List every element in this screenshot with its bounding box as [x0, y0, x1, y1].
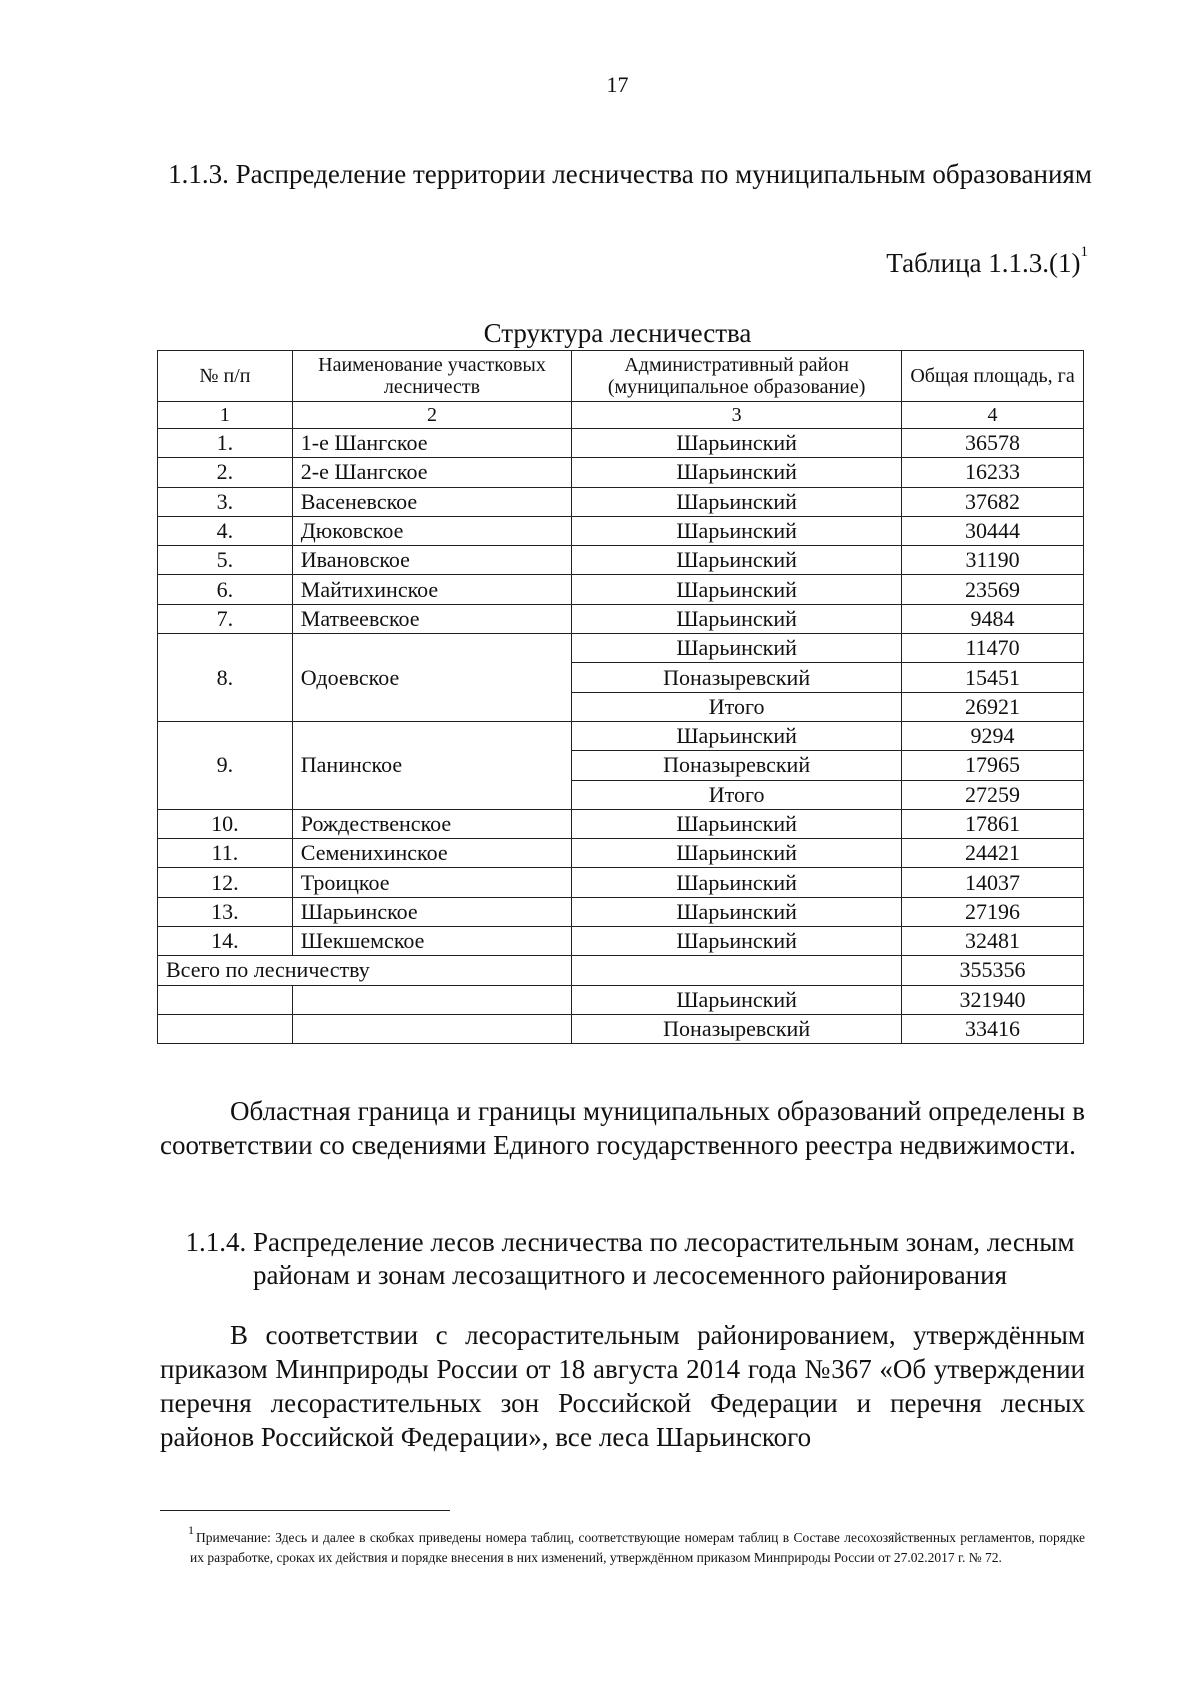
row-district: Поназыревский	[572, 663, 902, 692]
row-district: Итого	[572, 692, 902, 721]
header-area: Общая площадь, га	[902, 351, 1084, 402]
footnote	[188, 1523, 1085, 1568]
total-breakdown-row	[158, 985, 1084, 1014]
row-name: Васеневское	[292, 487, 571, 516]
row-area: 17965	[902, 751, 1084, 780]
row-district: Шарьинский	[572, 839, 902, 868]
row-area: 37682	[902, 487, 1084, 516]
section-heading-1-1-4: 1.1.4. Распределение лесов лесничества по лесорастительным зонам, лесным районам и зонам лесозащитного и лесосеменного районирования	[185, 1227, 1075, 1290]
empty-cell	[572, 956, 902, 985]
row-area: 24421	[902, 839, 1084, 868]
empty-cell	[158, 985, 293, 1014]
row-district: Шарьинский	[572, 604, 902, 633]
row-name: Панинское	[292, 721, 571, 809]
table-row	[158, 575, 1084, 604]
empty-cell	[158, 1014, 293, 1043]
row-district: Шарьинский	[572, 458, 902, 487]
table-row	[158, 897, 1084, 926]
row-name: Шарьинское	[292, 897, 571, 926]
row-area: 9294	[902, 721, 1084, 750]
table-row	[158, 721, 1084, 750]
table-title: Структура лесничества	[483, 318, 752, 348]
row-area: 36578	[902, 429, 1084, 458]
row-area: 23569	[902, 575, 1084, 604]
row-district: Шарьинский	[572, 634, 902, 663]
row-area: 27259	[902, 780, 1084, 809]
table-header-row	[158, 351, 1084, 402]
empty-cell	[292, 985, 571, 1014]
table-row	[158, 839, 1084, 868]
table-row	[158, 604, 1084, 633]
row-district: Шарьинский	[572, 429, 902, 458]
row-area: 27196	[902, 897, 1084, 926]
row-district: Итого	[572, 780, 902, 809]
row-number: 11.	[158, 839, 293, 868]
row-area: 33416	[902, 1014, 1084, 1043]
row-area: 31190	[902, 546, 1084, 575]
row-number: 9.	[158, 721, 293, 809]
body-paragraph-zoning: В соответствии с лесорастительным районированием, утверждённым приказом Минприроды России от 18 августа 2014 года №367 «Об утверждении перечня лесорастительных зон Российской Федерации и перечня лесных районов Российской Федерации», все леса Шарьинского	[160, 1320, 1085, 1452]
row-name: Одоевское	[292, 634, 571, 722]
table-row	[158, 487, 1084, 516]
row-name: Дюковское	[292, 516, 571, 545]
row-name: Ивановское	[292, 546, 571, 575]
table-row	[158, 868, 1084, 897]
footnote-text: Примечание: Здесь и далее в скобках приведены номера таблиц, соответствующие номерам таблиц в Составе лесохозяйственных регламентов, порядке их разработке, сроках их действия и порядке внесения в них изменений, утверждённом приказом Минприроды России от 27.02.2017 г. № 72.	[190, 1530, 1085, 1565]
header-number: № п/п	[158, 351, 293, 402]
row-number: 12.	[158, 868, 293, 897]
total-area: 355356	[902, 956, 1084, 985]
footnote-ref: 1	[1080, 244, 1088, 260]
table-label-text: Таблица 1.1.3.(1)	[886, 248, 1081, 278]
row-name: 2-е Шангское	[292, 458, 571, 487]
column-number: 4	[902, 402, 1084, 429]
row-name: Рождественское	[292, 809, 571, 838]
empty-cell	[292, 1014, 571, 1043]
row-area: 17861	[902, 809, 1084, 838]
total-label: Всего по лесничеству	[158, 956, 572, 985]
row-name: Семенихинское	[292, 839, 571, 868]
row-number: 13.	[158, 897, 293, 926]
table-row	[158, 546, 1084, 575]
row-district: Шарьинский	[572, 721, 902, 750]
row-district: Шарьинский	[572, 985, 902, 1014]
column-number-row	[158, 402, 1084, 429]
page-number: 17	[606, 72, 629, 97]
row-district: Шарьинский	[572, 546, 902, 575]
row-number: 6.	[158, 575, 293, 604]
table-row	[158, 927, 1084, 956]
column-number: 2	[292, 402, 571, 429]
footnote-divider	[160, 1510, 450, 1511]
row-name: 1-е Шангское	[292, 429, 571, 458]
row-district: Шарьинский	[572, 897, 902, 926]
table-row	[158, 634, 1084, 663]
row-district: Шарьинский	[572, 516, 902, 545]
body-paragraph-borders: Областная граница и границы муниципальных образований определены в соответствии со сведениями Единого государственного реестра недвижимости.	[160, 1096, 1085, 1160]
footnote-marker: 1	[188, 1523, 194, 1537]
table-row	[158, 458, 1084, 487]
row-area: 15451	[902, 663, 1084, 692]
row-district: Поназыревский	[572, 1014, 902, 1043]
column-number: 1	[158, 402, 293, 429]
row-name: Троицкое	[292, 868, 571, 897]
row-number: 14.	[158, 927, 293, 956]
header-district: Административный район (муниципальное образование)	[572, 351, 902, 402]
header-name: Наименование участковых лесничеств	[292, 351, 571, 402]
row-district: Шарьинский	[572, 868, 902, 897]
row-area: 26921	[902, 692, 1084, 721]
table-label	[886, 244, 1088, 279]
total-row	[158, 956, 1084, 985]
table-row	[158, 809, 1084, 838]
forestry-structure-table	[157, 350, 1084, 1044]
row-number: 7.	[158, 604, 293, 633]
row-district: Шарьинский	[572, 809, 902, 838]
row-area: 14037	[902, 868, 1084, 897]
row-area: 321940	[902, 985, 1084, 1014]
table-row	[158, 516, 1084, 545]
row-area: 11470	[902, 634, 1084, 663]
row-district: Поназыревский	[572, 751, 902, 780]
row-area: 30444	[902, 516, 1084, 545]
row-number: 1.	[158, 429, 293, 458]
row-area: 9484	[902, 604, 1084, 633]
row-district: Шарьинский	[572, 487, 902, 516]
row-district: Шарьинский	[572, 575, 902, 604]
row-number: 10.	[158, 809, 293, 838]
row-area: 16233	[902, 458, 1084, 487]
total-breakdown-row	[158, 1014, 1084, 1043]
row-number: 2.	[158, 458, 293, 487]
row-name: Майтихинское	[292, 575, 571, 604]
row-number: 5.	[158, 546, 293, 575]
row-number: 8.	[158, 634, 293, 722]
row-area: 32481	[902, 927, 1084, 956]
section-heading-1-1-3: 1.1.3. Распределение территории лесничества по муниципальным образованиям	[168, 159, 1092, 189]
row-number: 4.	[158, 516, 293, 545]
column-number: 3	[572, 402, 902, 429]
row-district: Шарьинский	[572, 927, 902, 956]
row-name: Шекшемское	[292, 927, 571, 956]
row-number: 3.	[158, 487, 293, 516]
table-row	[158, 429, 1084, 458]
row-name: Матвеевское	[292, 604, 571, 633]
